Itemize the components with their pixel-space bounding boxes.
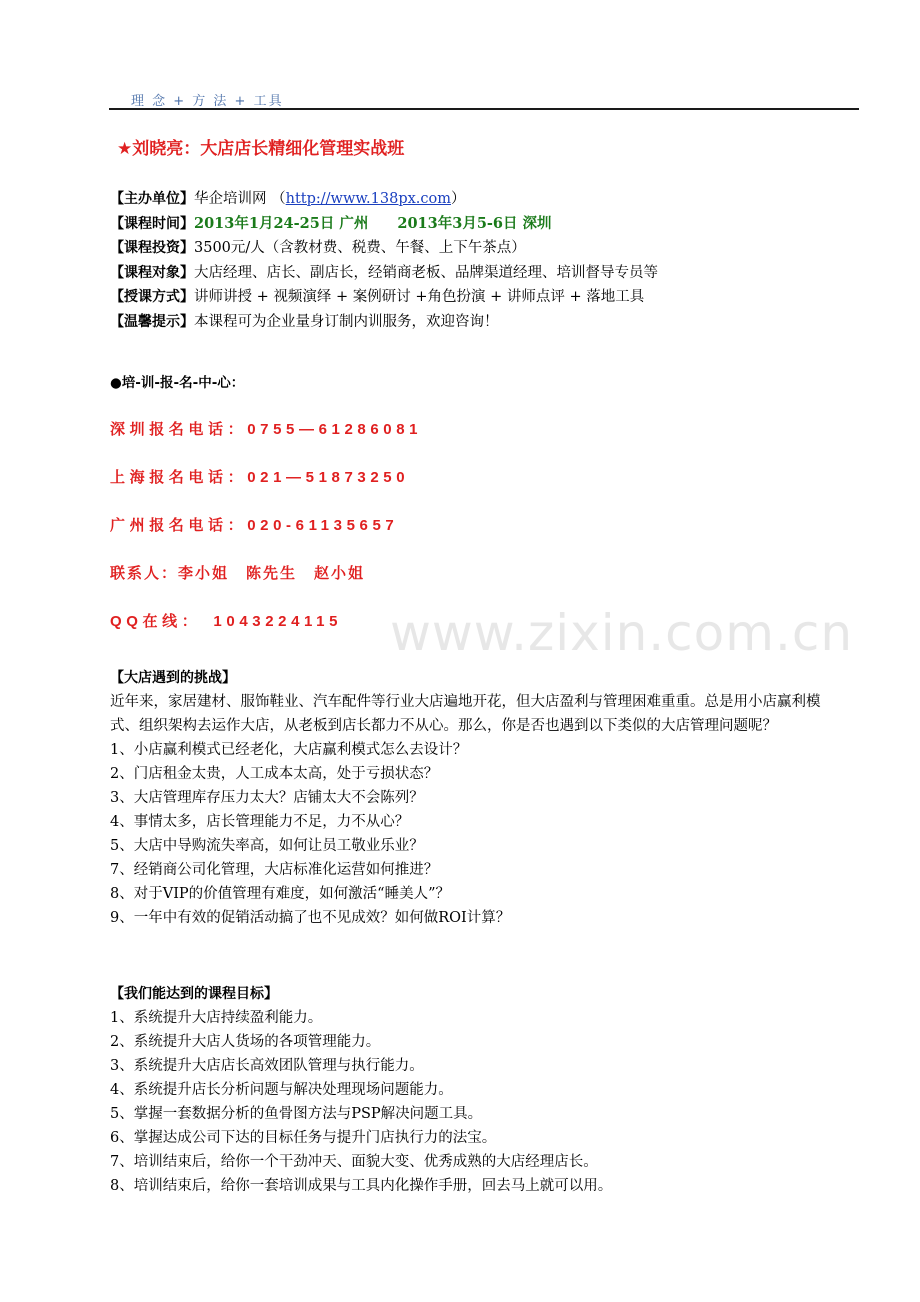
list-item: 7、培训结束后，给你一个干劲冲天、面貌大变、优秀成熟的大店经理店长。: [110, 1154, 598, 1170]
list-item: 8、培训结束后，给你一套培训成果与工具内化操作手册，回去马上就可以用。: [110, 1178, 613, 1194]
time-value: 2013年1月24-25日 广州 2013年3月5-6日 深圳: [194, 214, 552, 232]
organizer-label: 【主办单位】: [110, 191, 194, 207]
list-item: 7、经销商公司化管理，大店标准化运营如何推进？: [110, 862, 439, 878]
watermark: www.zixin.com.cn: [390, 604, 854, 662]
list-item: 6、掌握达成公司下达的目标任务与提升门店执行力的法宝。: [110, 1130, 497, 1146]
challenges-intro: 近年来，家居建材、服饰鞋业、汽车配件等行业大店遍地开花，但大店盈利与管理困难重重。总是用小店赢利模式、组织架构去运作大店，从老板到店长都力不从心。那么，你是否也遇到以下类似的大店管理问题呢？: [110, 694, 821, 734]
organizer-link[interactable]: http://www.138px.com: [285, 191, 452, 207]
fee-label: 【课程投资】: [110, 240, 194, 256]
audience-value: 大店经理、店长、副店长，经销商老板、品牌渠道经理、培训督导专员等: [194, 264, 658, 281]
qq-online: QQ在线： 1043224115: [110, 613, 343, 630]
course-title: ★刘晓亮：大店店长精细化管理实战班: [117, 139, 405, 159]
list-item: 5、大店中导购流失率高，如何让员工敬业乐业？: [110, 838, 424, 854]
registration-title: ●培-训-报-名-中-心：: [110, 375, 245, 391]
organizer-value: 华企培训网 （: [194, 191, 286, 207]
list-item: 1、小店赢利模式已经老化，大店赢利模式怎么去设计？: [110, 742, 468, 758]
time-row: [110, 212, 850, 237]
organizer-row: [110, 187, 850, 212]
header-tagline: 理 念 + 方 法 + 工具: [131, 94, 284, 109]
list-item: 4、系统提升店长分析问题与解决处理现场问题能力。: [110, 1082, 453, 1098]
list-item: 3、大店管理库存压力太大？店铺太大不会陈列？: [110, 790, 424, 806]
list-item: 9、一年中有效的促销活动搞了也不见成效？如何做ROI计算？: [110, 910, 511, 926]
shanghai-phone: 上海报名电话：021—51873250: [110, 469, 410, 486]
method-value: 讲师讲授 + 视频演绎 + 案例研讨 +角色扮演 + 讲师点评 + 落地工具: [194, 289, 645, 305]
tip-value: 本课程可为企业量身订制内训服务，欢迎咨询！: [194, 313, 499, 330]
list-item: 1、系统提升大店持续盈利能力。: [110, 1010, 323, 1026]
audience-row: [110, 261, 850, 286]
fee-value: 3500元/人（含教材费、税费、午餐、上下午茶点）: [194, 240, 526, 256]
list-item: 8、对于VIP的价值管理有难度，如何激活“睡美人”？: [110, 886, 451, 902]
time-label: 【课程时间】: [110, 215, 194, 232]
goals-title: 【我们能达到的课程目标】: [110, 986, 278, 1002]
shenzhen-phone: 深圳报名电话：0755—61286081: [110, 421, 423, 438]
page-header: [109, 88, 859, 110]
course-info: [110, 187, 850, 334]
fee-row: [110, 236, 850, 261]
tip-label: 【温馨提示】: [110, 313, 194, 330]
list-item: 2、门店租金太贵，人工成本太高，处于亏损状态？: [110, 766, 439, 782]
guangzhou-phone: 广州报名电话：020-61135657: [110, 517, 399, 534]
method-row: [110, 285, 850, 310]
list-item: 5、掌握一套数据分析的鱼骨图方法与PSP解决问题工具。: [110, 1106, 483, 1122]
challenges-section: [110, 666, 825, 930]
list-item: 3、系统提升大店店长高效团队管理与执行能力。: [110, 1058, 424, 1074]
list-item: 2、系统提升大店人货场的各项管理能力。: [110, 1034, 381, 1050]
challenges-title: 【大店遇到的挑战】: [110, 670, 236, 686]
tip-row: [110, 310, 850, 335]
organizer-close: ）: [451, 191, 466, 207]
method-label: 【授课方式】: [110, 289, 194, 305]
goals-section: [110, 982, 825, 1198]
audience-label: 【课程对象】: [110, 264, 194, 281]
contact-persons: 联系人：李小姐 陈先生 赵小姐: [110, 565, 366, 582]
list-item: 4、事情太多，店长管理能力不足，力不从心？: [110, 814, 410, 830]
